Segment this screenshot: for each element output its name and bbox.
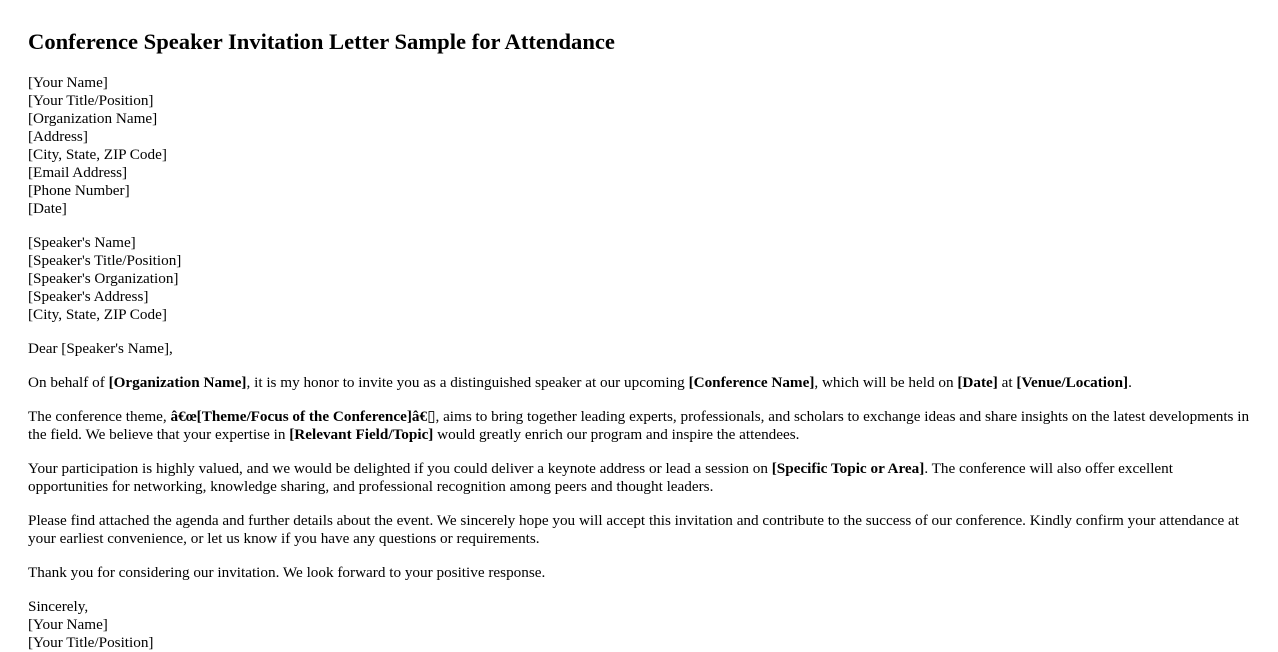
paragraph-text: The conference theme, <box>28 408 171 425</box>
sender-name: [Your Name] <box>28 74 108 91</box>
recipient-name: [Speaker's Name] <box>28 234 136 251</box>
paragraph-text: On behalf of <box>28 374 109 391</box>
paragraph-participation <box>28 460 1250 496</box>
sender-address-block <box>28 74 1250 218</box>
recipient-organization: [Speaker's Organization] <box>28 270 179 287</box>
conference-name-placeholder: [Conference Name] <box>688 374 815 391</box>
paragraph-theme <box>28 408 1250 444</box>
sender-date: [Date] <box>28 200 67 217</box>
page-title: Conference Speaker Invitation Letter Sample for Attendance <box>28 29 615 54</box>
paragraph-text: , it is my honor to invite you as a distinguished speaker at our upcoming <box>246 374 689 391</box>
paragraph-thanks: Thank you for considering our invitation. We look forward to your positive response. <box>28 564 546 581</box>
sender-organization: [Organization Name] <box>28 110 158 127</box>
closing-name: [Your Name] <box>28 616 108 633</box>
sender-address: [Address] <box>28 128 88 145</box>
paragraph-text: . <box>1128 374 1132 391</box>
organization-name-placeholder: [Organization Name] <box>108 374 247 391</box>
specific-topic-placeholder: [Specific Topic or Area] <box>771 460 925 477</box>
closing-block <box>28 598 1250 652</box>
venue-placeholder: [Venue/Location] <box>1016 374 1129 391</box>
theme-placeholder: â€œ[Theme/Focus of the Conference]â€▯ <box>170 408 436 425</box>
recipient-title: [Speaker's Title/Position] <box>28 252 182 269</box>
closing-title: [Your Title/Position] <box>28 634 154 651</box>
date-placeholder: [Date] <box>957 374 998 391</box>
sender-email: [Email Address] <box>28 164 128 181</box>
sender-city-state-zip: [City, State, ZIP Code] <box>28 146 167 163</box>
paragraph-text: at <box>997 374 1017 391</box>
sender-phone: [Phone Number] <box>28 182 130 199</box>
paragraph-invitation <box>28 374 1250 392</box>
paragraph-text: Your participation is highly valued, and we would be delighted if you could deliver a keynote address or lead a session on <box>28 460 772 477</box>
closing-sincerely: Sincerely, <box>28 598 89 615</box>
paragraph-text: , aims to bring together leading experts, professionals, and scholars to exchange ideas and share insights on the latest developments in the field. We believe that your expertise in <box>28 408 1250 443</box>
paragraph-text: would greatly enrich our program and inspire the attendees. <box>433 426 800 443</box>
sender-title: [Your Title/Position] <box>28 92 154 109</box>
salutation: Dear [Speaker's Name], <box>28 340 173 357</box>
recipient-address: [Speaker's Address] <box>28 288 149 305</box>
paragraph-text: . The conference will also offer excellent opportunities for networking, knowledge sharing, and professional recognition among peers and thought leaders. <box>28 460 1173 495</box>
paragraph-text: , which will be held on <box>814 374 958 391</box>
recipient-city-state-zip: [City, State, ZIP Code] <box>28 306 167 323</box>
relevant-field-placeholder: [Relevant Field/Topic] <box>289 426 434 443</box>
recipient-address-block <box>28 234 1250 324</box>
paragraph-agenda: Please find attached the agenda and further details about the event. We sincerely hope you will accept this invitation and contribute to the success of our conference. Kindly confirm your attendance at your earliest convenience, or let us know if you have any questions or requirements. <box>28 512 1239 547</box>
